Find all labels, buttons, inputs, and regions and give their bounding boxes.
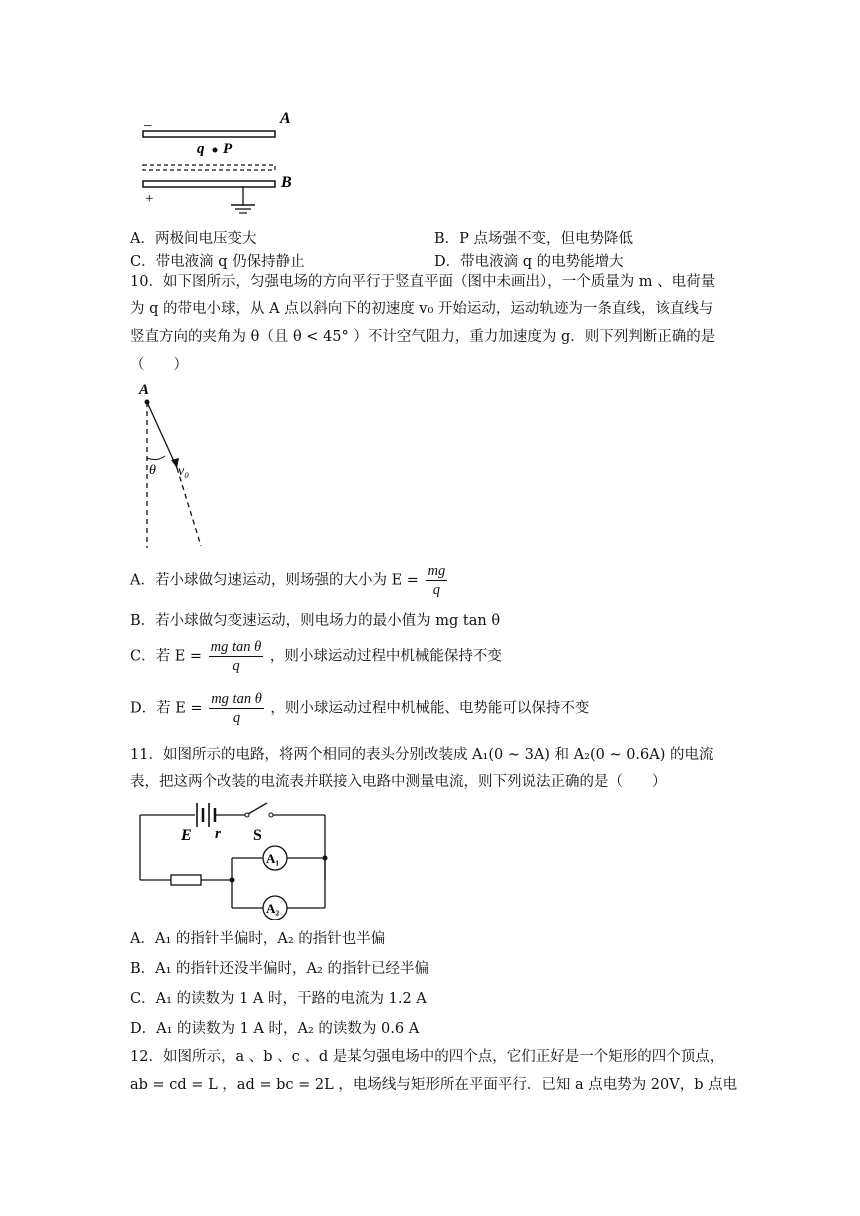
q10-option-D: D．若 E = $\frac{\text{mg tan θ}}{q}$ ，则小球运动过程中机械能、电势能可以保持不变 xyxy=(130,691,590,726)
q9-option-C: C．带电液滴 q 仍保持静止 xyxy=(130,254,305,270)
q11-stem-1: 11．如图所示的电路，将两个相同的表头分别改装成 A₁(0 ~ 3A) 和 A₂(0 ~ 0.6A) 的电流 xyxy=(130,747,714,763)
label-r: r xyxy=(215,826,221,842)
droplet-dot xyxy=(213,148,218,153)
trajectory-figure xyxy=(135,378,215,553)
q11-stem-2: 表，把这两个改装的电流表并联接入电路中测量电流，则下列说法正确的是（ ） xyxy=(130,774,667,790)
q10-stem-1: 10．如下图所示，匀强电场的方向平行于竖直平面（图中未画出），一个质量为 m 、电荷量 xyxy=(130,274,716,290)
q10-stem-4: （ ） xyxy=(130,357,188,373)
minus-sign: − xyxy=(143,118,153,135)
label-P: P xyxy=(223,141,233,157)
q11-option-D: D．A₁ 的读数为 1 A 时，A₂ 的读数为 0.6 A xyxy=(130,1021,420,1037)
q10-stem-2: 为 q 的带电小球，从 A 点以斜向下的初速度 v₀ 开始运动，运动轨迹为一条直线，该直线与 xyxy=(130,301,714,317)
label-E: E xyxy=(181,827,192,844)
fraction: $\frac{\text{mg tan θ}}{q}$ xyxy=(211,691,262,726)
label-q: q xyxy=(197,141,205,157)
capacitor-figure xyxy=(135,105,305,220)
q10-option-A xyxy=(130,562,449,599)
q12-stem-2: ab = cd = L ，ad = bc = 2L ，电场线与矩形所在平面平行．已知 a 点电势为 20V，b 点电 xyxy=(130,1077,738,1093)
label-B: B xyxy=(281,174,292,191)
q9-option-A: A．两极间电压变大 xyxy=(130,231,257,247)
label-A: A xyxy=(139,382,150,398)
resistor-icon xyxy=(171,875,201,885)
label-v0: v₀ xyxy=(178,464,190,479)
q11-option-A: A．A₁ 的指针半偏时，A₂ 的指针也半偏 xyxy=(130,931,386,947)
plate-A xyxy=(143,131,275,137)
label-theta: θ xyxy=(149,463,156,478)
label-A2: A₂ xyxy=(266,901,280,916)
q10-stem-3: 竖直方向的夹角为 θ（且 θ < 45° ）不计空气阻力，重力加速度为 g．则下列判断正确的是 xyxy=(130,329,716,345)
fraction: $\frac{\text{mg tan θ}}{q}$ xyxy=(210,639,262,674)
plus-sign: + xyxy=(145,191,154,207)
trajectory-dashed-line xyxy=(177,468,201,546)
plate-B xyxy=(143,181,275,187)
fraction: $\frac{mg}{q}$ xyxy=(427,563,446,598)
q10-option-A-text: A．若小球做匀速运动，则场强的大小为 E = xyxy=(130,572,419,589)
circuit-figure xyxy=(135,800,335,920)
dashed-plate xyxy=(143,165,275,170)
label-A1: A₁ xyxy=(266,851,280,866)
q11-option-C: C．A₁ 的读数为 1 A 时，干路的电流为 1.2 A xyxy=(130,991,427,1007)
q12-stem-1: 12．如图所示，a 、b 、c 、d 是某匀强电场中的四个点，它们正好是一个矩形的四个顶点， xyxy=(130,1049,725,1065)
q11-option-B: B．A₁ 的指针还没半偏时，A₂ 的指针已经半偏 xyxy=(130,961,429,977)
q10-option-C: C．若 E = $\frac{\text{mg tan θ}}{q}$ ，则小球运动过程中机械能保持不变 xyxy=(130,639,502,674)
q9-option-D: D．带电液滴 q 的电势能增大 xyxy=(434,254,624,270)
label-A: A xyxy=(280,110,291,127)
q10-option-B: B．若小球做匀变速运动，则电场力的最小值为 mg tan θ xyxy=(130,613,501,629)
q9-option-B: B．P 点场强不变，但电势降低 xyxy=(434,231,634,247)
label-S: S xyxy=(253,827,262,844)
